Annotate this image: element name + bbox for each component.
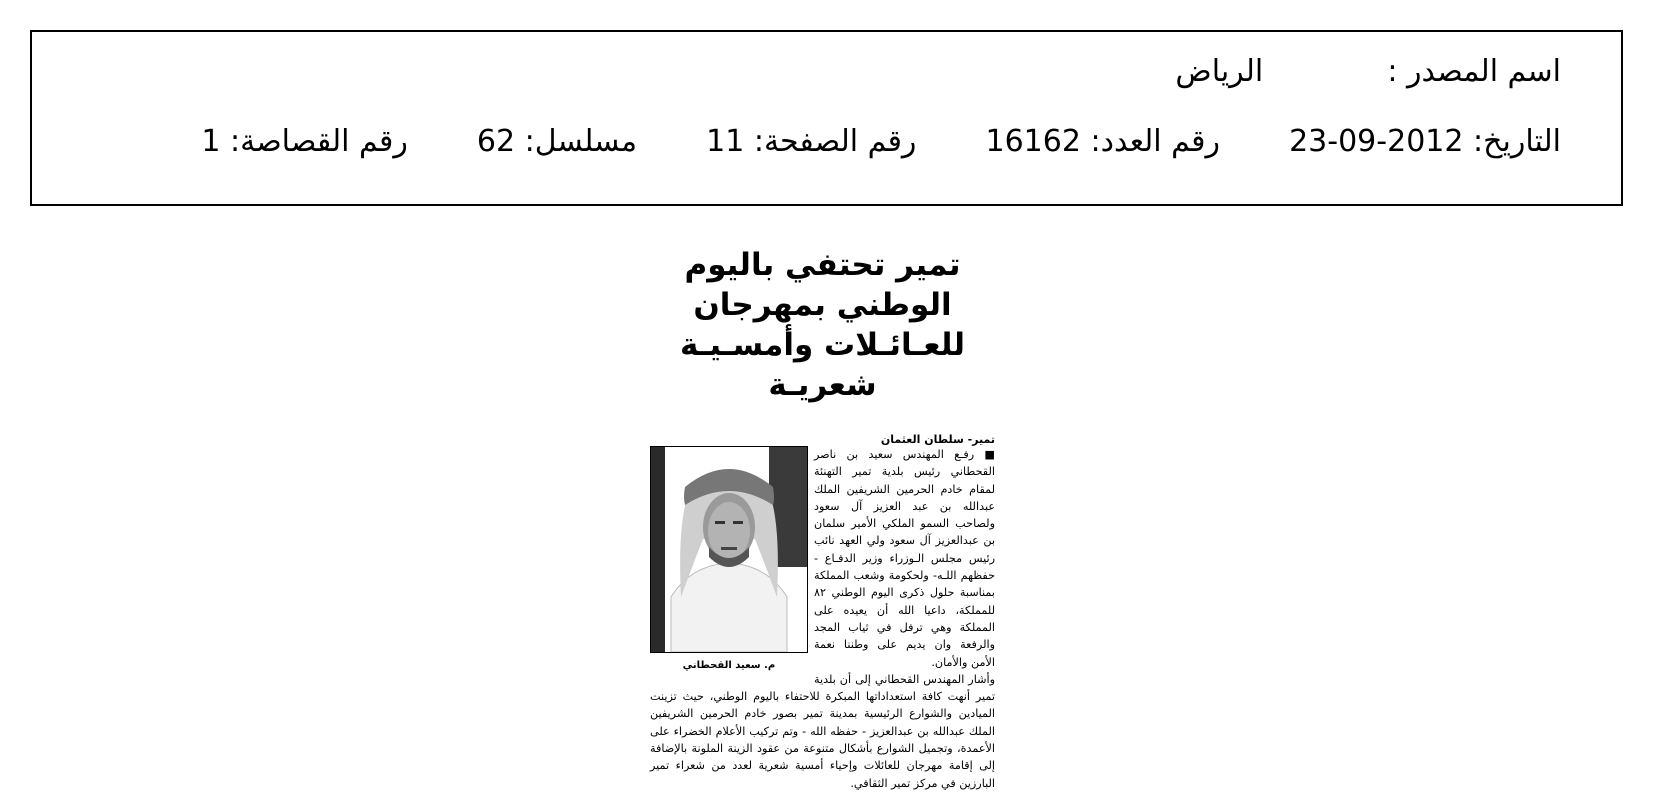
source-row	[1175, 54, 1561, 89]
portrait-image	[651, 447, 807, 652]
page-value: 11	[706, 124, 745, 159]
source-value: الرياض	[1175, 54, 1264, 89]
newspaper-clipping	[650, 245, 995, 792]
photo-caption: م. سعيد القحطاني	[682, 660, 776, 671]
headline-line-2: للعـائـلات وأمسـيـة شعريـة	[679, 327, 966, 403]
source-label: اسم المصدر :	[1387, 54, 1561, 89]
headline-line-1: تمير تحتفي باليوم الوطني بمهرجان	[684, 247, 961, 323]
article-paragraph-2: وأشار المهندس القحطاني إلى أن بلدية تمير أنهت كافة استعداداتها المبكرة للاحتفاء باليوم الوطني، حيث تزينت الميادين والشوارع الرئيسية بمدينة تمير بصور خادم الحرمين الشريفين الملك عبدالله بن عبدالعزيز - حفظه الله - وتم تركيب الأعلام الخضراء على الأعمدة، وتجميل الشوارع بأشكال متنوعة من عقود الزينة الملونة بالإضافة إلى إقامة مهرجان للعائلات وإحياء أمسية شعرية لعدد من شعراء تمير البارزين في مركز تمير الثقافي.	[650, 672, 995, 790]
issue-value: 16162	[985, 124, 1081, 159]
serial-label: مسلسل:	[524, 124, 638, 159]
page-label: رقم الصفحة:	[753, 124, 917, 159]
issue-label: رقم العدد:	[1090, 124, 1220, 159]
document-metadata-box	[30, 30, 1623, 206]
article-body	[650, 446, 995, 792]
clipping-label: رقم القصاصة:	[230, 124, 408, 159]
article-headline	[650, 245, 995, 405]
article-paragraph-1: ■ رفـع المهندس سعيد بن ناصر القحطاني رئيس بلدية تمير التهنئة لمقام خادم الحرمين الشريفين الملك عبدالله بن عبد العزيز آل سعود ولصاحب السمو الملكي الأمير سلمان بن عبدالعزيز آل سعود ولي العهد نائب رئيس مجلس الـوزراء وزير الدفـاع - حفظهم اللـه- ولحكومة وشعب المملكة بمناسبة حلول ذكرى اليوم الوطني ٨٢ للمملكة، داعيا الله أن يعيده على المملكة وهي ترفل في ثياب المجد والرفعة وان يديم على وطننا نعمة الأمن والأمان.	[814, 448, 995, 669]
details-row	[201, 124, 1561, 159]
date-value: 2012-09-23	[1289, 124, 1464, 159]
clipping-value: 1	[201, 124, 221, 159]
serial-value: 62	[476, 124, 516, 159]
date-label: التاريخ:	[1473, 124, 1561, 159]
article-byline: تمير- سلطان العثمان	[880, 433, 995, 446]
author-photo	[650, 446, 808, 653]
